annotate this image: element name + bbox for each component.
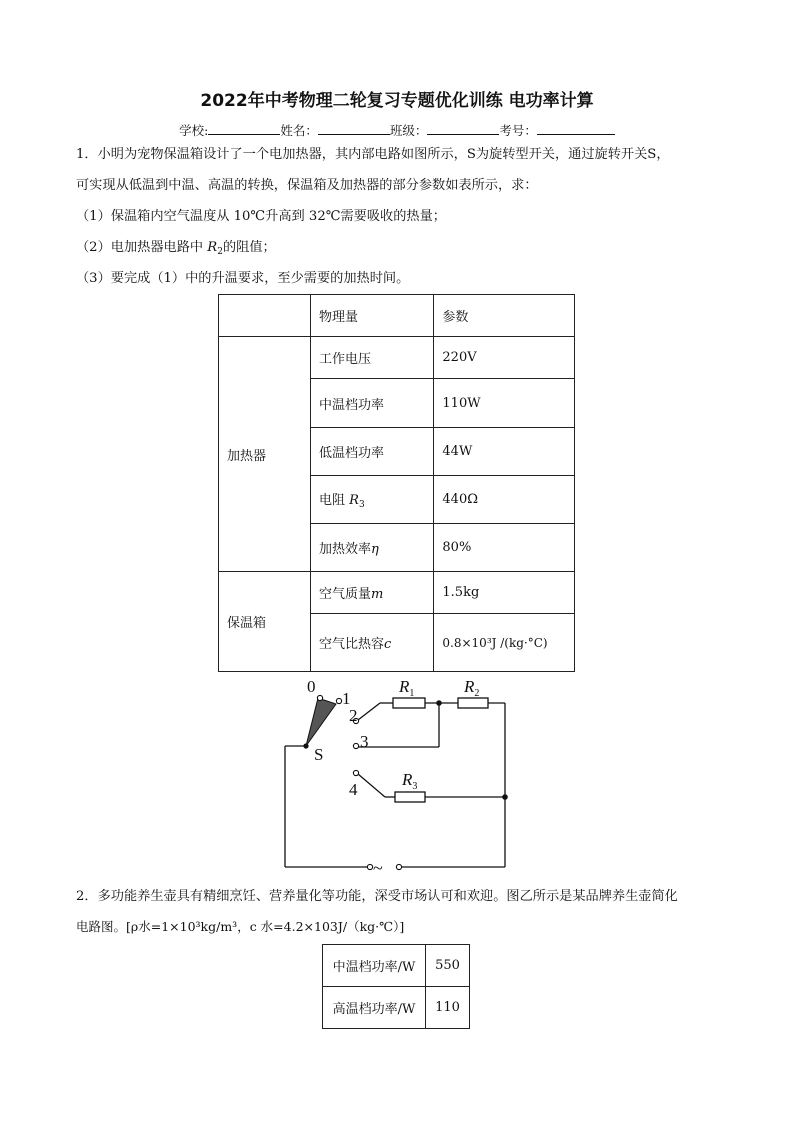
- class-blank[interactable]: [427, 123, 499, 135]
- power-label: 高温档功率/W: [323, 987, 426, 1029]
- q1-text-line2: 可实现从低温到中温、高温的转换，保温箱及加热器的部分参数如表所示，求：: [76, 178, 538, 193]
- power-value: 110: [426, 987, 470, 1029]
- row-value: 220V: [434, 337, 575, 379]
- q1-part2-sub: 2: [217, 247, 223, 257]
- page-title: 2022年中考物理二轮复习专题优化训练 电功率计算: [200, 91, 594, 111]
- label-pos0: 0: [307, 677, 316, 696]
- q1-parameter-table: [218, 294, 575, 672]
- q1-part3: （3）要完成（1）中的升温要求，至少需要的加热时间。: [76, 271, 410, 286]
- row-quantity: [311, 476, 434, 524]
- row-quantity: 工作电压: [311, 337, 434, 379]
- row-quantity-text: 空气比热容: [319, 637, 385, 652]
- q2-text-line1: 2．多功能养生壶具有精细烹饪、营养量化等功能，深受市场认可和欢迎。图乙所示是某品牌养生壶简化: [76, 889, 678, 904]
- switch-pivot: [303, 743, 308, 748]
- terminal-4: [353, 770, 358, 775]
- label-pos3: 3: [360, 732, 369, 751]
- circuit-diagram: [218, 676, 518, 872]
- table-header-row: [219, 295, 575, 337]
- group-heater: 加热器: [219, 337, 311, 572]
- terminal-1: [336, 698, 341, 703]
- resistor-r2: [458, 698, 488, 708]
- row-value: 0.8×10³J /(kg·°C): [434, 614, 575, 672]
- row-value: 1.5kg: [434, 572, 575, 614]
- row-quantity: [311, 614, 434, 672]
- label-pos4: 4: [349, 780, 358, 799]
- label-pos2: 2: [349, 706, 358, 725]
- exam-no-blank[interactable]: [537, 123, 615, 135]
- resistor-r3: [395, 792, 425, 802]
- student-info-line: [0, 121, 794, 139]
- q1-part2-text: （2）电加热器电路中: [76, 240, 208, 255]
- q1-part2: [76, 239, 276, 261]
- name-label: 姓名：: [280, 123, 318, 138]
- row-quantity-text: 电阻: [319, 493, 350, 508]
- row-quantity-text: 空气质量: [319, 587, 372, 602]
- row-quantity-var: η: [371, 542, 379, 557]
- table-row: [323, 987, 470, 1029]
- name-blank[interactable]: [318, 123, 390, 135]
- header-cell-empty: [219, 295, 311, 337]
- row-quantity: [311, 524, 434, 572]
- class-label: 班级：: [389, 123, 428, 138]
- terminal-3: [353, 743, 358, 748]
- label-switch: S: [314, 745, 324, 764]
- q1-part2-var: R: [207, 240, 218, 255]
- terminal-0: [317, 695, 322, 700]
- row-value: 44W: [434, 428, 575, 476]
- row-value: 80%: [434, 524, 575, 572]
- label-pos1: 1: [342, 689, 351, 708]
- power-value: 550: [426, 945, 470, 987]
- school-label: 学校:: [179, 123, 209, 138]
- wire-contact-2: [358, 703, 380, 720]
- row-value: 440Ω: [434, 476, 575, 524]
- junction-right: [502, 794, 508, 800]
- row-quantity-var: R: [349, 493, 359, 508]
- power-label: 中温档功率/W: [323, 945, 426, 987]
- circuit-svg: [218, 676, 518, 872]
- row-quantity-var: c: [384, 637, 392, 652]
- header-cell-parameter: 参数: [434, 295, 575, 337]
- q1-part1: （1）保温箱内空气温度从 10℃升高到 32℃需要吸收的热量；: [76, 209, 446, 224]
- exam-no-label: 考号：: [499, 123, 537, 138]
- label-r2: $R_2$: [464, 677, 480, 699]
- header-cell-quantity: 物理量: [311, 295, 434, 337]
- row-quantity: 中温档功率: [311, 379, 434, 428]
- q2-text-line2: 电路图。[ρ水=1×10³kg/m³，c 水=4.2×103J/（kg·℃）]: [76, 919, 405, 934]
- q1-part2-text-end: 的阻值；: [222, 240, 276, 255]
- source-terminal-right: [396, 864, 401, 869]
- row-quantity: 低温档功率: [311, 428, 434, 476]
- row-value: 110W: [434, 379, 575, 428]
- resistor-r1: [393, 698, 425, 708]
- row-quantity-sub: 3: [358, 500, 365, 510]
- source-terminal-left: [367, 864, 372, 869]
- label-ac-source: ~: [373, 858, 383, 872]
- rotary-switch-blade[interactable]: [306, 698, 336, 746]
- q2-power-table: [322, 944, 470, 1029]
- label-r3: $R_3$: [402, 770, 418, 792]
- junction-r1-r2: [436, 700, 442, 706]
- q1-text-line1: 1．小明为宠物保温箱设计了一个电加热器，其内部电路如图所示，S为旋转型开关，通过旋转开关S，: [76, 147, 670, 162]
- table-row: [219, 337, 575, 379]
- table-row: [323, 945, 470, 987]
- label-r1: $R_1$: [399, 677, 415, 699]
- group-box: 保温箱: [219, 572, 311, 672]
- school-blank[interactable]: [208, 123, 280, 135]
- row-quantity-var: m: [371, 587, 384, 602]
- wire-contact-4: [358, 774, 385, 797]
- row-quantity-text: 加热效率: [319, 542, 372, 557]
- table-row: [219, 572, 575, 614]
- row-quantity: [311, 572, 434, 614]
